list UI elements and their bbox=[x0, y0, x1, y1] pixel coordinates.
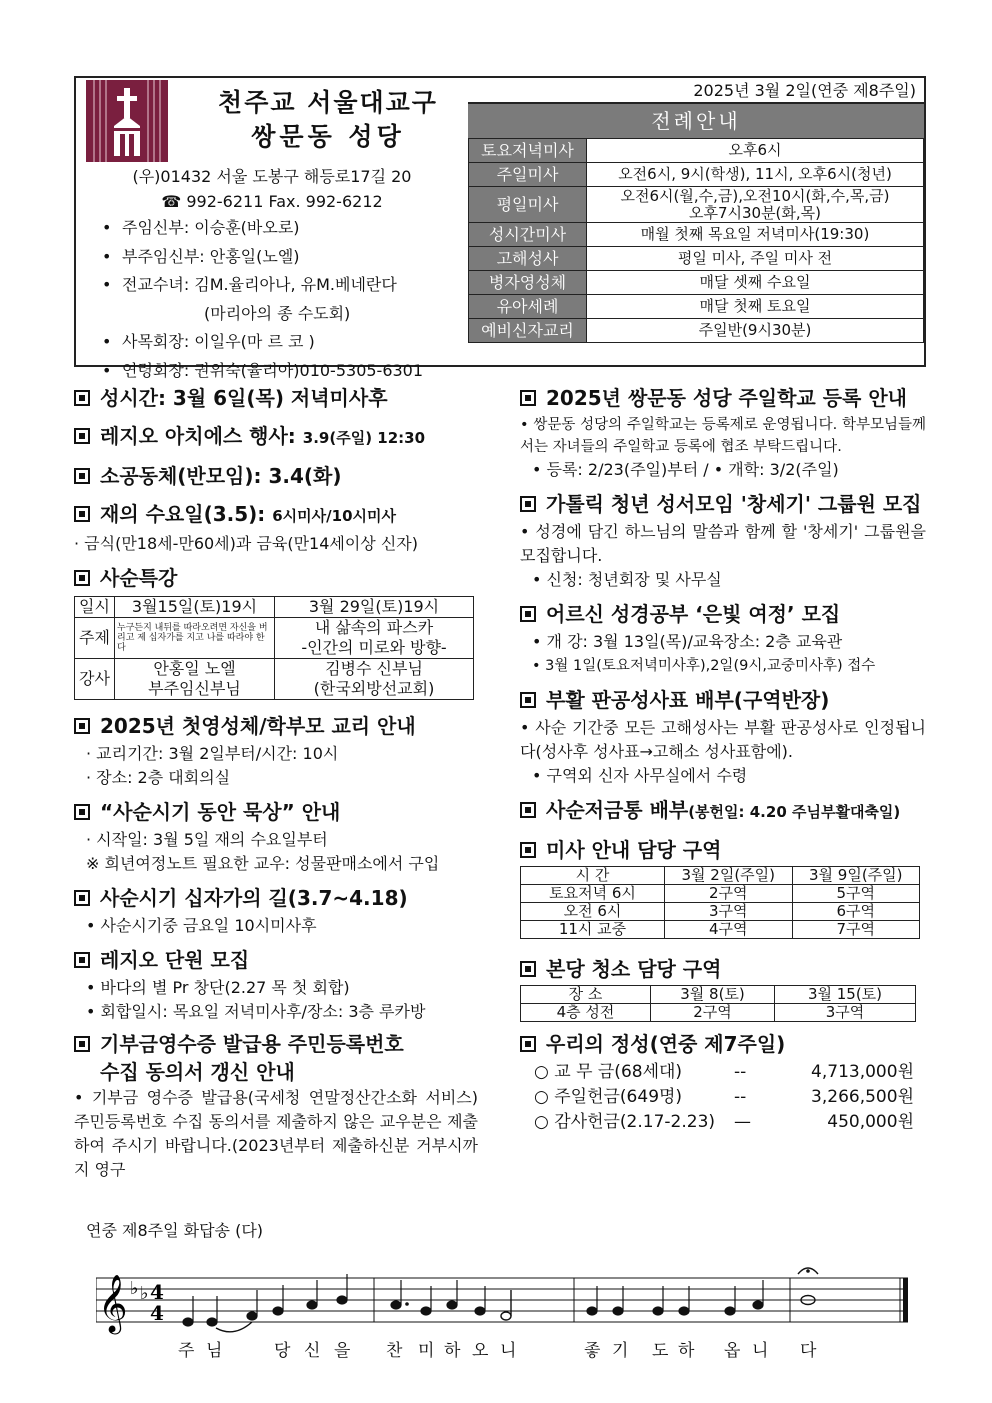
flat-icon: ♭ bbox=[130, 1278, 139, 1299]
notice-senior-bible bbox=[520, 598, 926, 678]
section-title-text: 2025년 쌍문동 성당 주일학교 등록 안내 bbox=[546, 386, 907, 410]
section-title-date: 3.9(주일) 12:30 bbox=[302, 429, 426, 447]
table-row bbox=[521, 1004, 916, 1022]
table-cell: 2구역 bbox=[665, 885, 793, 903]
psalm-title: 연중 제8주일 화답송 (다) bbox=[86, 1221, 264, 1240]
table-cell: 7구역 bbox=[792, 921, 920, 939]
section-title-text: 성시간: 3월 6일(목) 저녁미사후 bbox=[100, 386, 388, 410]
table-header-cell: 장 소 bbox=[521, 986, 651, 1004]
lyric-syllable: 니 bbox=[500, 1341, 517, 1361]
section-title bbox=[74, 382, 478, 414]
lecture-speaker-2-role: (한국외방선교회) bbox=[313, 679, 435, 698]
square-bullet-icon bbox=[74, 1036, 90, 1052]
liturgy-row bbox=[469, 319, 924, 343]
offering-name: ○ 교 무 금(68세대) bbox=[534, 1062, 683, 1082]
senior-bible-start: • 개 강: 3월 13일(목)/교육장소: 2층 교육관 bbox=[532, 632, 843, 651]
offering-name: ○ 감사헌금(2.17-2.23) bbox=[534, 1112, 716, 1132]
liturgy-value-line1: 오전6시(월,수,금),오전10시(화,수,목,금) bbox=[620, 186, 890, 205]
easter-confession-pickup: • 구역외 신자 사무실에서 수령 bbox=[532, 766, 748, 785]
notice-lent-meditation bbox=[74, 796, 478, 876]
square-bullet-icon bbox=[74, 428, 90, 444]
offering-row bbox=[534, 1085, 926, 1110]
mass-guide-table bbox=[520, 866, 920, 939]
section-title bbox=[520, 953, 926, 985]
lecture-label: 강사 bbox=[75, 659, 115, 700]
parish-logo bbox=[86, 80, 168, 162]
catechism-period: · 교리기간: 3월 2일부터/시간: 10시 bbox=[86, 744, 339, 763]
section-title bbox=[74, 1030, 478, 1058]
youth-bible-paragraph: • 성경에 담긴 하느님의 말씀과 함께 할 '창세기' 그룹원을 모집합니다. bbox=[520, 522, 926, 565]
lyric-syllable: 신 bbox=[304, 1341, 321, 1361]
section-title bbox=[520, 684, 926, 716]
notice-lent-piggybank bbox=[520, 794, 926, 828]
lyric-syllable: 당 bbox=[274, 1341, 291, 1361]
section-title-text: 가톨릭 청년 성서모임 '창세기' 그룹원 모집 bbox=[546, 492, 922, 516]
lecture-topic-1: 누구든지 내뒤를 따라오려면 자신을 버리고 제 십자가를 지고 나를 따라야 한다 bbox=[115, 618, 275, 659]
square-bullet-icon bbox=[520, 390, 536, 406]
notice-legio-acies bbox=[74, 420, 478, 454]
square-bullet-icon bbox=[520, 692, 536, 708]
section-title-text: 부활 판공성사표 배부(구역반장) bbox=[546, 688, 830, 712]
notice-sunday-school bbox=[520, 382, 926, 482]
offering-dash: — bbox=[734, 1112, 751, 1132]
staff-sisters-order: (마리아의 종 수도회) bbox=[204, 303, 351, 323]
section-title bbox=[520, 1028, 926, 1060]
section-title bbox=[74, 882, 478, 914]
staff-funeral-president: • 연령회장: 권위숙(율리아)010-5305-6301 bbox=[100, 357, 470, 386]
table-cell: 11시 교중 bbox=[521, 921, 665, 939]
meditation-note: ※ 희년여정노트 필요한 교우: 성물판매소에서 구입 bbox=[86, 854, 440, 873]
parish-name-line1: 천주교 서울대교구 bbox=[218, 88, 438, 117]
liturgy-row bbox=[469, 139, 924, 163]
section-title-text: 미사 안내 담당 구역 bbox=[546, 838, 722, 862]
offering-dash: -- bbox=[734, 1087, 747, 1107]
table-header-cell: 3월 8(토) bbox=[651, 986, 775, 1004]
square-bullet-icon bbox=[520, 961, 536, 977]
notice-cleaning bbox=[520, 953, 926, 1022]
table-header-row bbox=[521, 986, 916, 1004]
section-title-text: 본당 청소 담당 구역 bbox=[546, 957, 722, 981]
lyric-syllable: 미 bbox=[418, 1341, 435, 1361]
contact-block bbox=[76, 164, 468, 214]
section-title-text: 우리의 정성(연중 제7주일) bbox=[546, 1032, 786, 1056]
lecture-speaker-1-name: 안홍일 노엘 bbox=[153, 659, 236, 678]
staff-pastor: • 주임신부: 이승훈(바오로) bbox=[100, 214, 470, 243]
section-title bbox=[520, 794, 926, 828]
lyric-syllable: 오 bbox=[472, 1341, 489, 1361]
lecture-speaker-2-name: 김병수 신부님 bbox=[325, 659, 423, 678]
offering-amount: 4,713,000원 bbox=[811, 1062, 914, 1082]
offering-dash: -- bbox=[734, 1062, 747, 1082]
catechism-place: · 장소: 2층 대회의실 bbox=[86, 768, 231, 787]
lecture-speaker-1-role: 부주임신부님 bbox=[148, 679, 241, 698]
lecture-label: 일시 bbox=[75, 597, 115, 618]
offering-row bbox=[534, 1110, 926, 1135]
offering-name: ○ 주일헌금(649명) bbox=[534, 1087, 683, 1107]
lyric-syllable: 을 bbox=[334, 1341, 351, 1361]
square-bullet-icon bbox=[74, 570, 90, 586]
lyric-syllable: 찬 bbox=[386, 1341, 403, 1361]
svg-text:4: 4 bbox=[150, 1280, 164, 1304]
lyric-syllable: 님 bbox=[206, 1341, 223, 1361]
lyrics-line bbox=[96, 1336, 916, 1360]
table-header-cell: 3월 2일(주일) bbox=[665, 867, 793, 885]
section-title bbox=[520, 488, 926, 520]
section-title-text: 레지오 단원 모집 bbox=[100, 948, 250, 972]
lecture-topic-2-line1: 내 삶속의 파스카 bbox=[314, 618, 434, 637]
flat-icon: ♭ bbox=[140, 1283, 149, 1304]
square-bullet-icon bbox=[74, 506, 90, 522]
notice-stations-of-cross bbox=[74, 882, 478, 938]
section-title-text: 소공동체(반모임): 3.4(화) bbox=[100, 464, 342, 488]
section-title-text: 재의 수요일(3.5): bbox=[100, 502, 266, 526]
section-title-detail: 6시미사/10시미사 bbox=[272, 507, 396, 525]
notice-small-community bbox=[74, 460, 478, 492]
lyric-syllable: 다 bbox=[800, 1341, 817, 1361]
notice-youth-bible bbox=[520, 488, 926, 592]
offering-row bbox=[534, 1060, 926, 1085]
legio-meeting: • 회합일시: 목요일 저녁미사후/장소: 3층 루카방 bbox=[86, 1002, 426, 1021]
liturgy-value: 매달 셋째 수요일 bbox=[587, 271, 924, 295]
table-row bbox=[521, 921, 920, 939]
notice-mass-guide bbox=[520, 834, 926, 939]
section-title-text: 기부금영수증 발급용 주민등록번호 bbox=[100, 1032, 404, 1056]
staff-list bbox=[100, 214, 470, 385]
liturgy-table bbox=[468, 138, 924, 343]
table-cell: 2구역 bbox=[651, 1004, 775, 1022]
lyric-syllable: 하 bbox=[678, 1341, 695, 1361]
stations-time: • 사순시기중 금요일 10시미사후 bbox=[86, 916, 317, 935]
liturgy-value: 주일반(9시30분) bbox=[587, 319, 924, 343]
donation-paragraph: • 기부금 영수증 발급용(국세청 연말정산간소화 서비스) 주민등록번호 수집 동의서를 제출하지 않은 교우분은 제출하여 주시기 바랍니다.(2023년부터 제출하신분 거부시까지 영구 bbox=[74, 1088, 478, 1179]
section-title-text: 레지오 아치에스 행사: bbox=[100, 424, 296, 448]
lecture-row-date bbox=[75, 597, 474, 618]
liturgy-key: 토요저녁미사 bbox=[469, 139, 587, 163]
liturgy-row bbox=[469, 163, 924, 187]
treble-clef-icon: 𝄞 bbox=[98, 1274, 128, 1332]
lecture-row-speaker bbox=[75, 659, 474, 700]
section-title bbox=[74, 498, 478, 532]
liturgy-key: 주일미사 bbox=[469, 163, 587, 187]
section-title-text: 사순특강 bbox=[100, 566, 178, 590]
lecture-row-topic bbox=[75, 618, 474, 659]
section-title bbox=[74, 562, 478, 594]
table-header-cell: 3월 9일(주일) bbox=[792, 867, 920, 885]
table-header-row bbox=[521, 867, 920, 885]
address: (우)01432 서울 도봉구 해등로17길 20 bbox=[132, 167, 412, 186]
section-title-cont: 수집 동의서 갱신 안내 bbox=[100, 1060, 295, 1084]
table-cell: 3구역 bbox=[774, 1004, 915, 1022]
square-bullet-icon bbox=[74, 390, 90, 406]
liturgy-value-line2: 오후7시30분(화,목) bbox=[688, 203, 822, 222]
liturgy-row bbox=[469, 271, 924, 295]
parish-name-line2: 쌍문동 성당 bbox=[251, 122, 405, 151]
sunday-school-paragraph: • 쌍문동 성당의 주일학교는 등록제로 운영됩니다. 학부모님들께서는 자녀들의 주일학교 등록에 협조 부탁드립니다. bbox=[520, 417, 926, 455]
liturgy-value: 오전6시, 9시(학생), 11시, 오후6시(청년) bbox=[587, 163, 924, 187]
section-title-text: 사순시기 십자가의 길(3.7~4.18) bbox=[100, 886, 408, 910]
notice-offerings bbox=[520, 1028, 926, 1135]
lyric-syllable: 주 bbox=[178, 1341, 195, 1361]
lyric-syllable: 좋 bbox=[584, 1341, 601, 1361]
liturgy-row bbox=[469, 223, 924, 247]
staff-sisters: • 전교수녀: 김M.율리아나, 유M.베네란다 bbox=[100, 271, 470, 300]
lecture-topic-2 bbox=[275, 618, 474, 659]
lecture-speaker-2 bbox=[275, 659, 474, 700]
table-row bbox=[521, 885, 920, 903]
square-bullet-icon bbox=[74, 952, 90, 968]
table-cell: 4구역 bbox=[665, 921, 793, 939]
lecture-label: 주제 bbox=[75, 618, 115, 659]
lecture-date-1: 3월15일(토)19시 bbox=[115, 597, 275, 618]
lecture-topic-2-line2: -인간의 미로와 방향- bbox=[301, 638, 447, 657]
notice-lent-lecture bbox=[74, 562, 478, 700]
bulletin-date: 2025년 3월 2일(연중 제8주일) bbox=[468, 78, 924, 104]
liturgy-value: 매달 첫째 토요일 bbox=[587, 295, 924, 319]
notice-legio-recruit bbox=[74, 944, 478, 1024]
liturgy-row bbox=[469, 295, 924, 319]
section-title-detail: (봉헌일: 4.20 주님부활대축일) bbox=[688, 803, 901, 821]
section-title bbox=[74, 460, 478, 492]
svg-text:4: 4 bbox=[150, 1301, 164, 1325]
liturgy-key: 고해성사 bbox=[469, 247, 587, 271]
square-bullet-icon bbox=[520, 1036, 536, 1052]
square-bullet-icon bbox=[520, 606, 536, 622]
section-title-text: 어르신 성경공부 ‘은빛 여정’ 모집 bbox=[546, 602, 841, 626]
section-title-text: “사순시기 동안 묵상” 안내 bbox=[100, 800, 341, 824]
square-bullet-icon bbox=[74, 718, 90, 734]
lyric-syllable: 도 bbox=[652, 1341, 669, 1361]
liturgy-key: 평일미사 bbox=[469, 187, 587, 223]
square-bullet-icon bbox=[520, 842, 536, 858]
meditation-start: · 시작일: 3월 5일 재의 수요일부터 bbox=[86, 830, 328, 849]
square-bullet-icon bbox=[520, 802, 536, 818]
fasting-note: · 금식(만18세-만60세)과 금육(만14세이상 신자) bbox=[74, 534, 419, 553]
liturgy-value bbox=[587, 187, 924, 223]
section-title bbox=[74, 710, 478, 742]
section-title bbox=[520, 598, 926, 630]
square-bullet-icon bbox=[74, 804, 90, 820]
notice-first-communion bbox=[74, 710, 478, 790]
lecture-table bbox=[74, 596, 474, 700]
liturgy-row bbox=[469, 247, 924, 271]
lyric-syllable: 옵 bbox=[724, 1341, 741, 1361]
easter-confession-paragraph: • 사순 기간중 모든 고해성사는 부활 판공성사로 인정됩니다(성사후 성사표→고해소 성사표함에). bbox=[520, 718, 926, 761]
liturgy-key: 유아세례 bbox=[469, 295, 587, 319]
staff-assistant-pastor: • 부주임신부: 안홍일(노엘) bbox=[100, 243, 470, 272]
staff-council-president: • 사목회장: 이일우(마 르 코 ) bbox=[100, 328, 470, 357]
lecture-speaker-1 bbox=[115, 659, 275, 700]
lyric-syllable: 기 bbox=[612, 1341, 629, 1361]
parish-name bbox=[188, 86, 468, 154]
table-row bbox=[521, 903, 920, 921]
offering-amount: 3,266,500원 bbox=[811, 1087, 914, 1107]
square-bullet-icon bbox=[74, 890, 90, 906]
offerings-list bbox=[520, 1060, 926, 1135]
left-column bbox=[74, 382, 478, 1188]
legio-founding: • 바다의 별 Pr 창단(2.27 목 첫 회합) bbox=[86, 978, 350, 997]
liturgy-title: 전례안내 bbox=[468, 104, 924, 138]
liturgy-key: 예비신자교리 bbox=[469, 319, 587, 343]
right-column bbox=[520, 382, 926, 1141]
lecture-date-2: 3월 29일(토)19시 bbox=[275, 597, 474, 618]
notice-donation-receipt bbox=[74, 1030, 478, 1182]
liturgy-row bbox=[469, 187, 924, 223]
liturgy-key: 성시간미사 bbox=[469, 223, 587, 247]
section-title-text: 2025년 첫영성체/학부모 교리 안내 bbox=[100, 714, 416, 738]
square-bullet-icon bbox=[520, 496, 536, 512]
sunday-school-dates: • 등록: 2/23(주일)부터 / • 개학: 3/2(주일) bbox=[532, 460, 839, 479]
table-cell: 3구역 bbox=[665, 903, 793, 921]
lyric-syllable: 니 bbox=[752, 1341, 769, 1361]
phone-fax: ☎ 992-6211 Fax. 992-6212 bbox=[161, 192, 383, 211]
table-header-cell: 시 간 bbox=[521, 867, 665, 885]
senior-bible-register: • 3월 1일(토요저녁미사후),2일(9시,교중미사후) 접수 bbox=[532, 658, 876, 674]
lyric-syllable: 하 bbox=[444, 1341, 461, 1361]
notice-easter-confession bbox=[520, 684, 926, 788]
table-header-cell: 3월 15(토) bbox=[774, 986, 915, 1004]
liturgy-key: 병자영성체 bbox=[469, 271, 587, 295]
liturgy-value: 매월 첫째 목요일 저녁미사(19:30) bbox=[587, 223, 924, 247]
section-title-text: 사순저금통 배부 bbox=[546, 798, 689, 822]
cleaning-table bbox=[520, 985, 916, 1022]
square-bullet-icon bbox=[74, 468, 90, 484]
notice-ash-wednesday bbox=[74, 498, 478, 556]
music-score bbox=[96, 1258, 916, 1372]
notice-holy-hour bbox=[74, 382, 478, 414]
liturgy-value: 평일 미사, 주일 미사 전 bbox=[587, 247, 924, 271]
table-cell: 5구역 bbox=[792, 885, 920, 903]
table-cell: 4층 성전 bbox=[521, 1004, 651, 1022]
section-title bbox=[520, 382, 926, 414]
section-title bbox=[74, 420, 478, 454]
section-title bbox=[74, 944, 478, 976]
table-cell: 토요저녁 6시 bbox=[521, 885, 665, 903]
section-title bbox=[520, 834, 926, 866]
table-cell: 6구역 bbox=[792, 903, 920, 921]
offering-amount: 450,000원 bbox=[827, 1112, 914, 1132]
liturgy-value: 오후6시 bbox=[587, 139, 924, 163]
table-cell: 오전 6시 bbox=[521, 903, 665, 921]
bulletin-header bbox=[74, 76, 926, 380]
youth-bible-apply: • 신청: 청년회장 및 사무실 bbox=[532, 570, 722, 589]
section-title bbox=[74, 796, 478, 828]
